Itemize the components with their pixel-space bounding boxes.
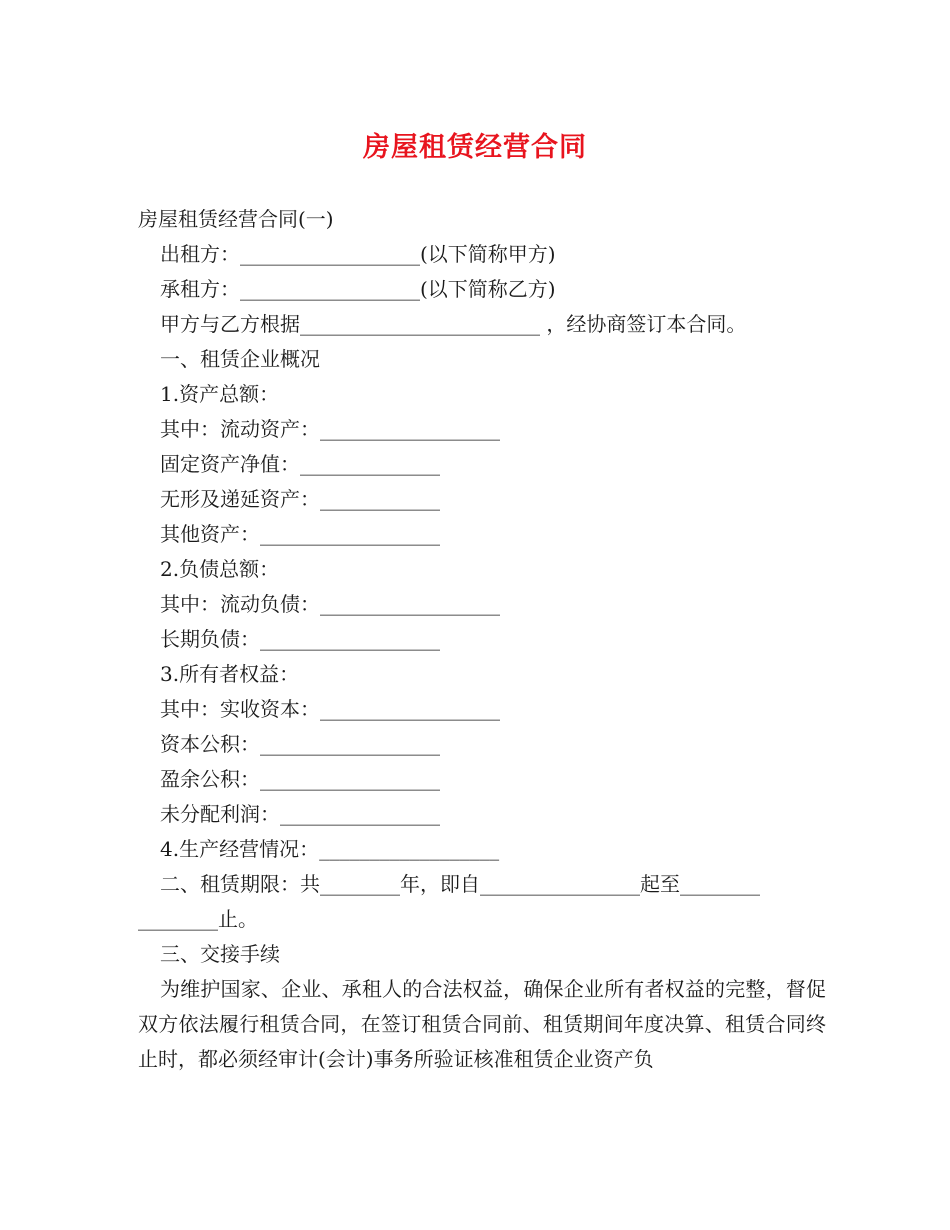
lessor-line: 出租方：__________________(以下简称甲方) — [160, 242, 556, 266]
contract-body — [138, 202, 826, 1077]
section-heading-3: 三、交接手续 — [160, 942, 280, 966]
document-title: 房屋租赁经营合同 — [363, 132, 587, 163]
operations-line: 4.生产经营情况：__________________ — [160, 837, 500, 861]
section-heading-1: 一、租赁企业概况 — [160, 347, 320, 371]
capital-reserve-line: 资本公积：__________________ — [160, 732, 440, 756]
intangible-assets-line: 无形及递延资产：____________ — [160, 487, 440, 511]
lease-term-line: 二、租赁期限：共________年，即自________________起至________ — [160, 872, 760, 896]
surplus-reserve-line: 盈余公积：__________________ — [160, 767, 440, 791]
handover-paragraph: 为维护国家、企业、承租人的合法权益，确保企业所有者权益的完整，督促双方依法履行租赁合同，在签订租赁合同前、租赁期间年度决算、租赁合同终止时，都必须经审计(会计)事务所验证核准租赁企业资产负 — [138, 977, 826, 1071]
paid-in-capital-line: 其中：实收资本：__________________ — [160, 697, 500, 721]
basis-line: 甲方与乙方根据________________________ ，经协商签订本合同。 — [160, 312, 747, 336]
fixed-assets-line: 固定资产净值：______________ — [160, 452, 440, 476]
current-assets-line: 其中：流动资产：__________________ — [160, 417, 500, 441]
contract-subtitle: 房屋租赁经营合同(一) — [138, 207, 334, 231]
total-assets-line: 1.资产总额： — [160, 382, 280, 406]
lessee-line: 承租方：__________________(以下简称乙方) — [160, 277, 556, 301]
total-liabilities-line: 2.负债总额： — [160, 557, 280, 581]
owners-equity-line: 3.所有者权益： — [160, 662, 300, 686]
current-liabilities-line: 其中：流动负债：__________________ — [160, 592, 500, 616]
other-assets-line: 其他资产：__________________ — [160, 522, 440, 546]
lease-term-continuation: ________止。 — [138, 907, 258, 931]
long-term-liabilities-line: 长期负债：__________________ — [160, 627, 440, 651]
undistributed-profit-line: 未分配利润：________________ — [160, 802, 440, 826]
